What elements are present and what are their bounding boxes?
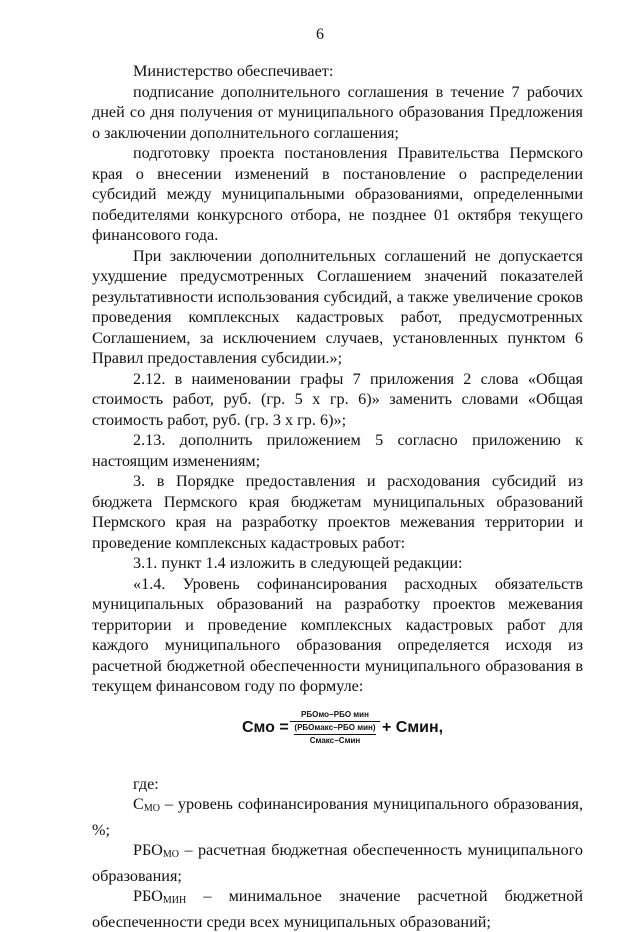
formula-inner-denominator: Смакс−Смин: [309, 735, 361, 745]
definition-symbol: РБО: [133, 887, 163, 905]
definition-symbol: РБО: [133, 841, 163, 859]
paragraph-2-12: 2.12. в наименовании графы 7 приложения 2 слова «Общая стоимость работ, руб. (гр. 5 х гр. 6)» заменить словами «Общая стоимость работ, руб. (гр. 3 х гр. 6)»;: [92, 369, 583, 429]
formula-inner-numerator: РБОмакс−РБО мин: [297, 722, 373, 732]
formula-denominator: (РБОмакс−РБО мин) Смакс−Смин: [294, 722, 376, 745]
definition-rbo-mo: [92, 840, 583, 886]
formula-inner-fraction-bar: [294, 734, 375, 735]
document-body: [92, 61, 583, 932]
paragraph-draft-resolution: подготовку проекта постановления Правительства Пермского края о внесении изменений в постановление о распределении субсидий между муниципальными образованиями, определенными победителями конкурсного отбора, не позднее 01 октября текущего финансового года.: [92, 144, 583, 244]
definition-rbo-min: [92, 886, 583, 932]
formula-fraction-bar: [290, 721, 380, 722]
paragraph-ministry-provides: Министерство обеспечивает:: [133, 62, 334, 80]
paragraph-where: где:: [133, 774, 159, 793]
paragraph-1-4: «1.4. Уровень софинансирования расходных обязательств муниципальных образований на разработку проектов межевания территории и проведение комплексных кадастровых работ для каждого муниципального образования определяется исходя из расчетной бюджетной обеспеченности муниципального образования в текущем финансовом году по формуле:: [92, 574, 583, 695]
cofinancing-formula: [92, 710, 583, 758]
formula-lhs: Смо =: [242, 718, 289, 736]
paragraph-3: 3. в Порядке предоставления и расходования субсидий из бюджета Пермского края бюджетам муниципальных образований Пермского края на разработку проектов межевания территории и проведение комплексных кадастровых работ:: [92, 472, 583, 552]
formula-fraction: [290, 710, 380, 746]
definition-subscript: МО: [143, 803, 160, 814]
paragraph-3-1: 3.1. пункт 1.4 изложить в следующей редакции:: [133, 554, 463, 572]
definition-text: – расчетная бюджетная обеспеченность муниципального образования;: [92, 841, 583, 885]
definition-subscript: МО: [162, 849, 180, 860]
formula-numerator: РБОмо−РБО мин: [301, 709, 369, 719]
paragraph-additional-agreements: При заключении дополнительных соглашений не допускается ухудшение предусмотренных Соглашением значений показателей результативности использования субсидий, а также увеличение сроков проведения комплексных кадастровых работ, предусмотренных Соглашением, за исключением случаев, установленных пунктом 6 Правил предоставления субсидии.»;: [92, 246, 583, 367]
paragraph-signing: подписание дополнительного соглашения в течение 7 рабочих дней со дня получения от муниципального образования Предложения о заключении дополнительного соглашения;: [92, 82, 583, 142]
definition-text: – минимальное значение расчетной бюджетной обеспеченности среди всех муниципальных образований;: [92, 887, 583, 931]
formula-rhs: + Смин,: [382, 718, 444, 736]
definition-c-mo: [92, 794, 583, 840]
definition-subscript: МИН: [162, 895, 187, 906]
definition-symbol: С: [133, 795, 144, 813]
page-number: 6: [316, 26, 324, 43]
definition-text: – уровень софинансирования муниципального образования, %;: [92, 795, 583, 839]
paragraph-2-13: 2.13. дополнить приложением 5 согласно приложению к настоящим изменениям;: [92, 431, 583, 470]
